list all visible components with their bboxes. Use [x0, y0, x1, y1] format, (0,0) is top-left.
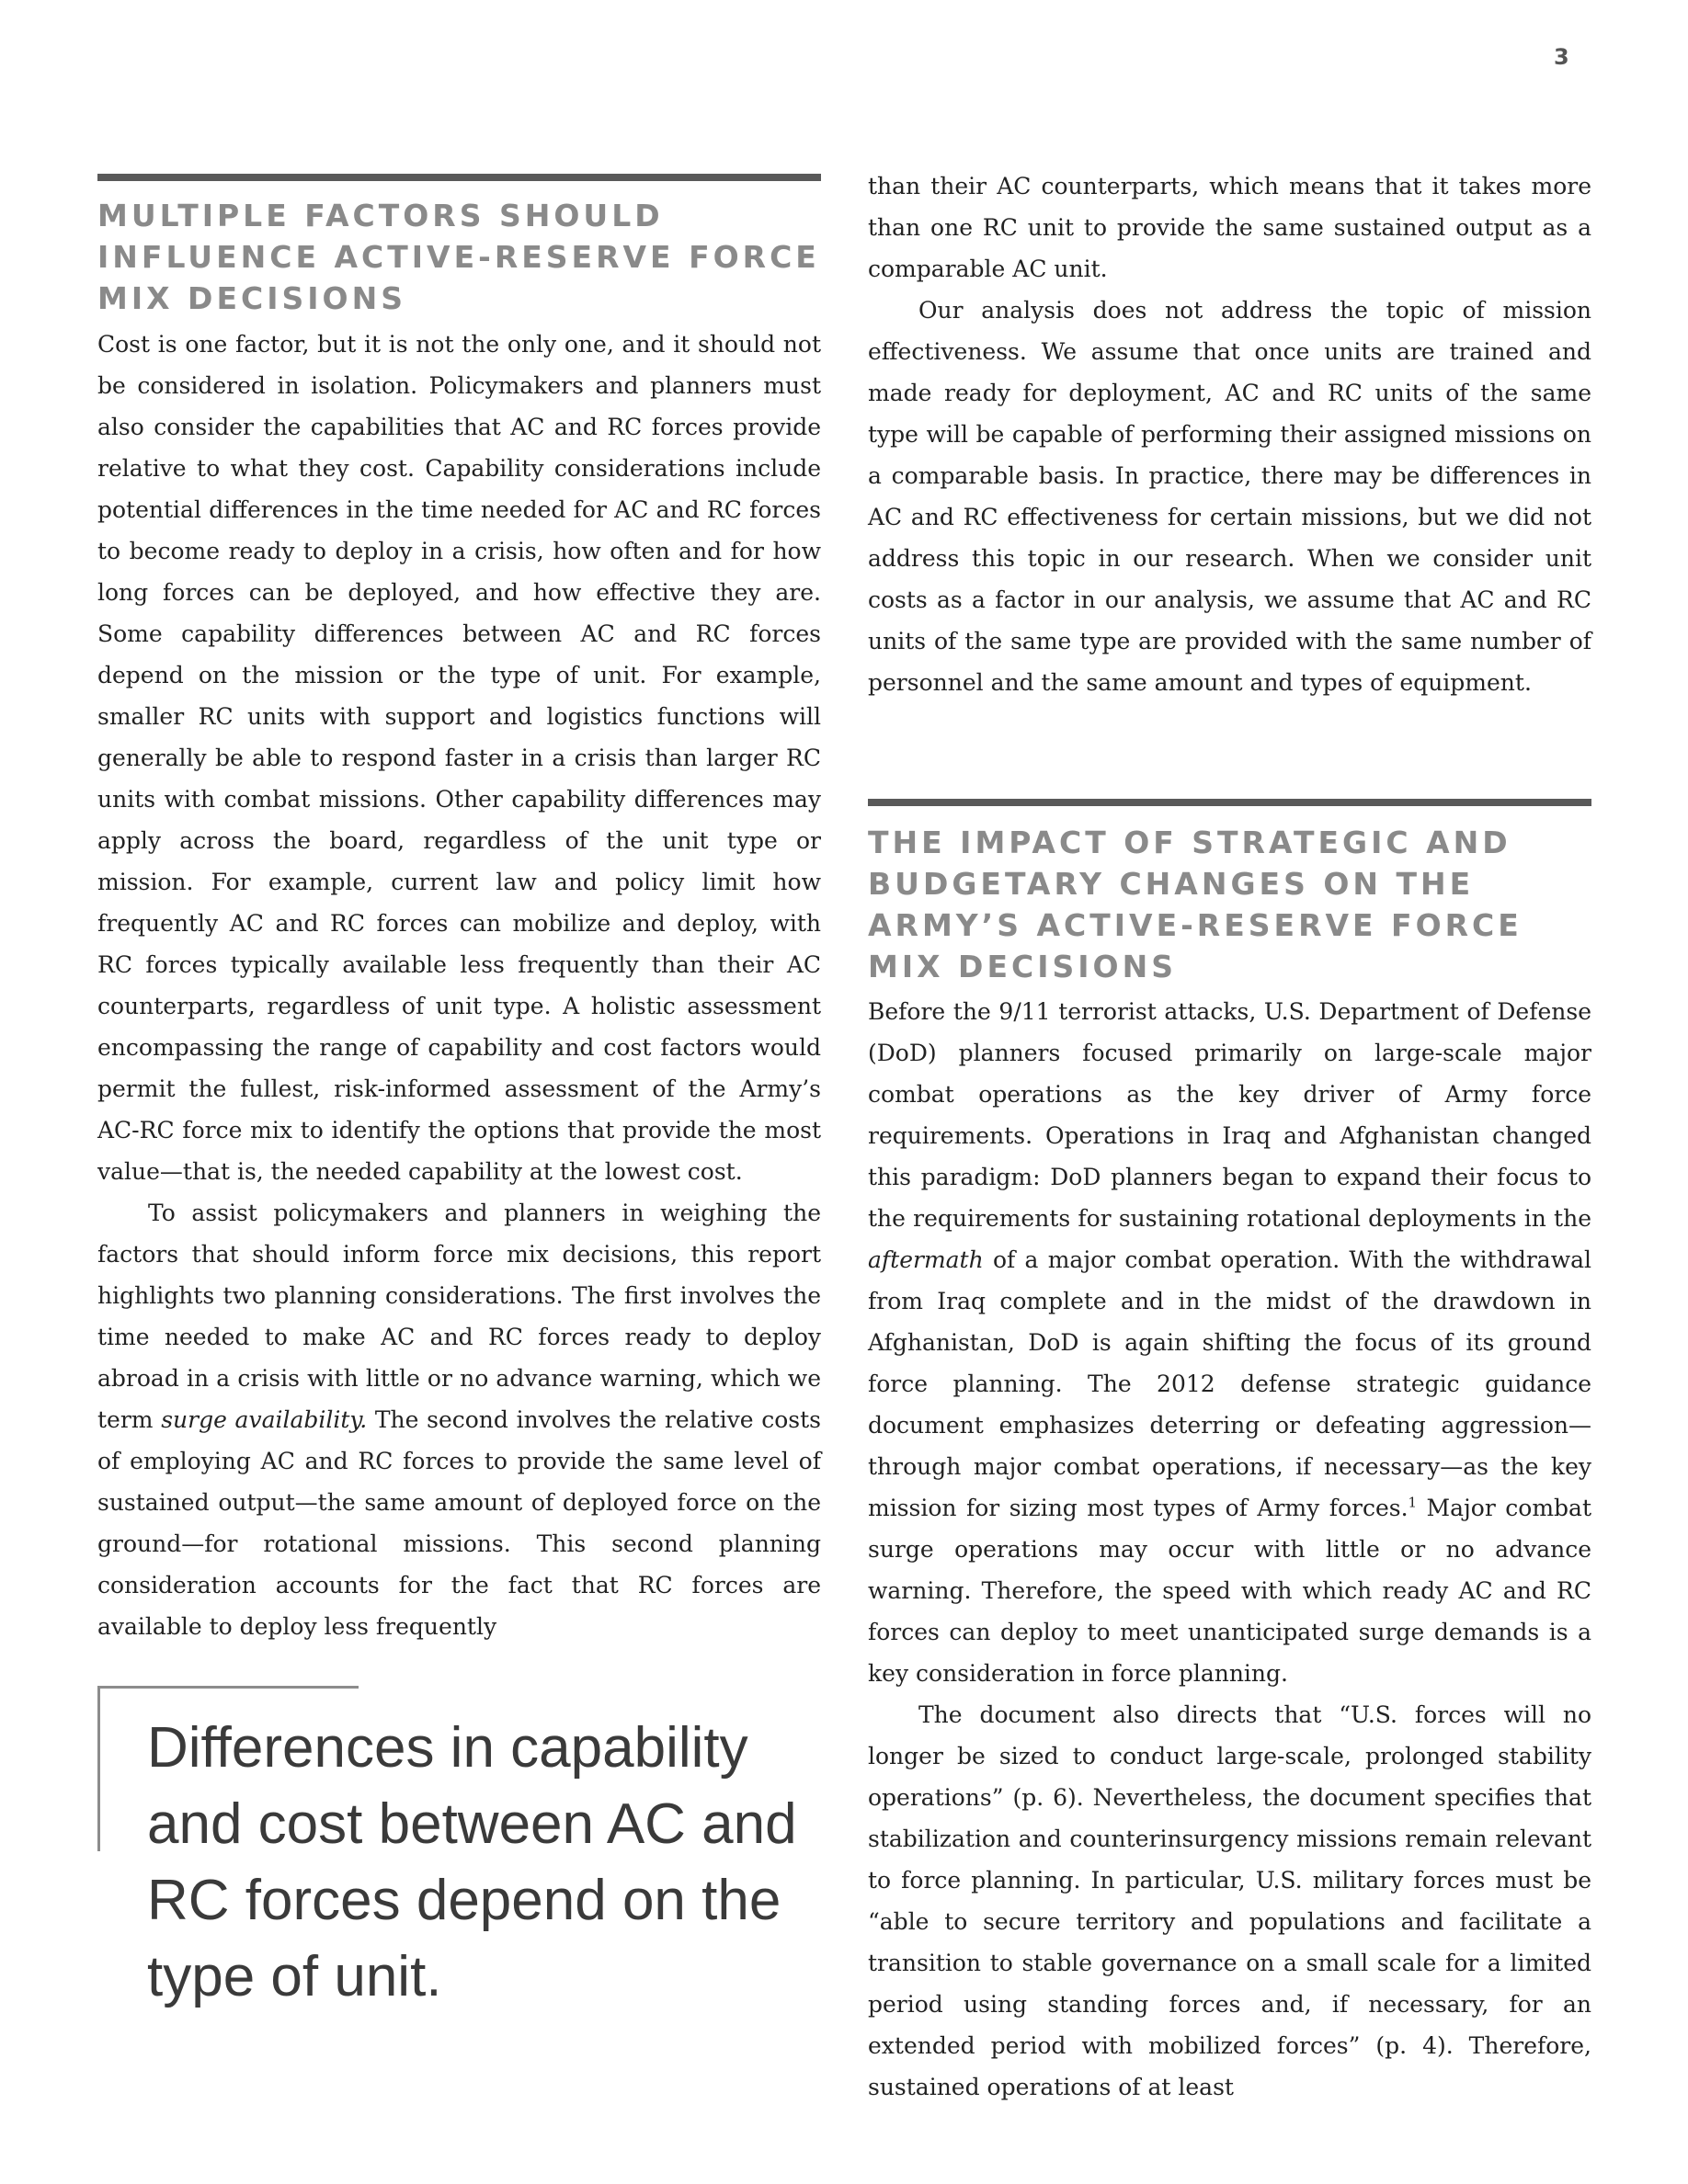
emphasized-term: aftermath [868, 1246, 984, 1273]
section-body [868, 991, 1591, 2108]
section-heading: MULTIPLE FACTORS SHOULD INFLUENCE ACTIVE-RESERVE FORCE MIX DECISIONS [97, 198, 820, 316]
section-heading: THE IMPACT OF STRATEGIC AND BUDGETARY CHANGES ON THE ARMY’S ACTIVE-RESERVE FORCE MIX DECISIONS [868, 825, 1523, 984]
footnote-reference[interactable]: 1 [1408, 1494, 1418, 1511]
emphasized-term: surge availability. [161, 1406, 368, 1433]
section-body [97, 324, 821, 1647]
body-paragraph [868, 991, 1591, 1694]
paragraph-text: To assist policymakers and planners in weighing the factors that should inform force mix decisions, this report highlights two planning considerations. The first involves the time needed to make AC and RC forces ready to deploy abroad in a crisis with little or no advance warning, which we term [97, 1200, 821, 1433]
page-number: 3 [1554, 44, 1569, 70]
pull-quote [97, 1686, 821, 2017]
paragraph-text: Before the 9/11 terrorist attacks, U.S. Department of Defense (DoD) planners focused primarily on large-scale major combat operations as the key driver of Army force requirements. Operations in Iraq and Afghanistan changed this paradigm: DoD planners began to expand their focus to the requirements for sustaining rotational deployments in the [868, 998, 1591, 1232]
body-paragraph: than their AC counterparts, which means that it takes more than one RC unit to provide the same sustained output as a comparable AC unit. [868, 173, 1591, 282]
left-column [97, 0, 821, 1640]
pull-quote-text: Differences in capability and cost between AC and RC forces depend on the type of unit. [147, 1716, 797, 2008]
pull-quote-bracket [97, 1686, 100, 1851]
body-paragraph: Cost is one factor, but it is not the only one, and it should not be considered in isolation. Policymakers and planners must also consider the capabilities that AC and RC forces provide relative to what they cost. Capability considerations include potential differences in the time needed for AC and RC forces to become ready to deploy in a crisis, how often and for how long forces can be deployed, and how effective they are. Some capability differences between AC and RC forces depend on the mission or the type of unit. For example, smaller RC units with support and logistics functions will generally be able to respond faster in a crisis than larger RC units with combat missions. Other capability differences may apply across the board, regardless of the unit type or mission. For example, current law and policy limit how frequently AC and RC forces can mobilize and deploy, with RC forces typically available less frequently than their AC counterparts, regardless of unit type. A holistic assessment encompassing the range of capability and cost factors would permit the fullest, risk-informed assessment of the Army’s AC-RC force mix to identify the options that provide the most value—that is, the needed capability at the lowest cost. [97, 331, 821, 1185]
paragraph-text: of a major combat operation. With the withdrawal from Iraq complete and in the midst of the drawdown in Afghanistan, DoD is again shifting the focus of its ground force planning. The 2012 defense strategic guidance document emphasizes deterring or defeating aggression—through major combat operations, if necessary—as the key mission for sizing most types of Army forces. [868, 1246, 1591, 1521]
continued-text [868, 165, 1591, 703]
section-rule [868, 799, 1591, 806]
paragraph-text: The second involves the relative costs of employing AC and RC forces to provide the same level of sustained output—the same amount of deployed force on the ground—for rotational missions. This second planning consideration accounts for the fact that RC forces are available to deploy less frequently [97, 1406, 821, 1640]
section-rule [97, 174, 821, 181]
pull-quote-bracket [97, 1686, 359, 1689]
body-paragraph: The document also directs that “U.S. forces will no longer be sized to conduct large-scale, prolonged stability operations” (p. 6). Nevertheless, the document specifies that stabilization and counterinsurgency missions remain relevant to force planning. In particular, U.S. military forces must be “able to secure territory and populations and facilitate a transition to stable governance on a small scale for a limited period using standing forces and, if necessary, for an extended period with mobilized forces” (p. 4). Therefore, sustained operations of at least [868, 1701, 1591, 2100]
paragraph-text: Major combat surge operations may occur with little or no advance warning. Therefore, the speed with which ready AC and RC forces can deploy to meet unanticipated surge demands is a key consideration in force planning. [868, 1495, 1591, 1687]
body-paragraph [97, 1192, 821, 1647]
body-paragraph: Our analysis does not address the topic of mission effectiveness. We assume that once units are trained and made ready for deployment, AC and RC units of the same type will be capable of performing their assigned missions on a comparable basis. In practice, there may be differences in AC and RC effectiveness for certain missions, but we did not address this topic in our research. When we consider unit costs as a factor in our analysis, we assume that AC and RC units of the same type are provided with the same number of personnel and the same amount and types of equipment. [868, 297, 1591, 696]
right-column [868, 0, 1591, 2114]
